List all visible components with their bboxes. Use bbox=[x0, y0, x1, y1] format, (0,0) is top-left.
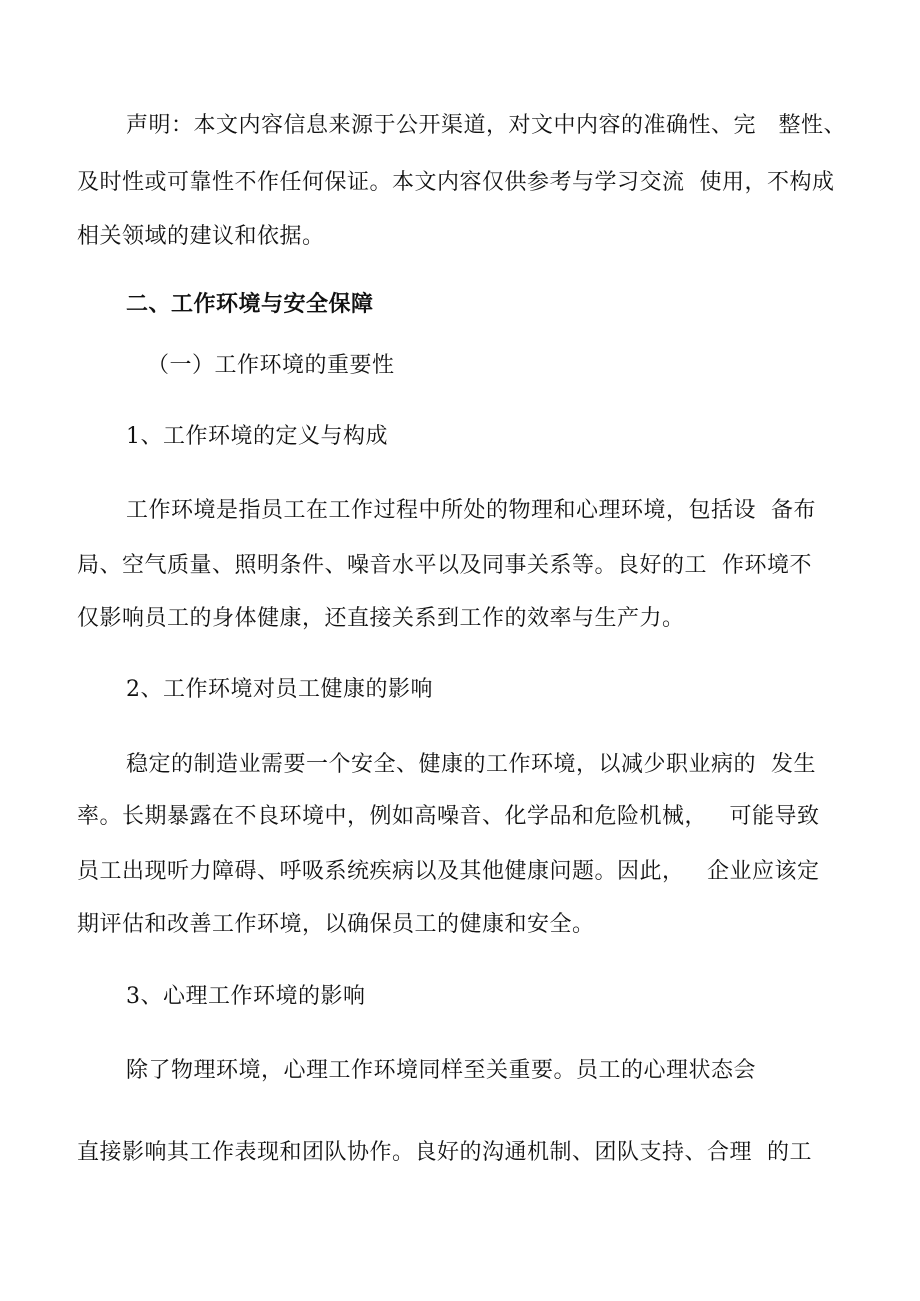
item2-heading: 2、工作环境对员工健康的影响 bbox=[126, 677, 433, 702]
subsection-heading: （一）工作环境的重要性 bbox=[147, 353, 395, 378]
section-heading: 二、工作环境与安全保障 bbox=[126, 291, 374, 317]
paragraph-line: 期评估和改善工作环境，以确保员工的健康和安全。 bbox=[77, 912, 595, 937]
paragraph-line: 除了物理环境，心理工作环境同样至关重要。员工的心理状态会 bbox=[126, 1058, 757, 1083]
paragraph-line: 稳定的制造业需要一个安全、健康的工作环境，以减少职业病的 发生 bbox=[126, 752, 816, 777]
item3-heading: 3、心理工作环境的影响 bbox=[126, 984, 366, 1009]
item1-heading: 1、工作环境的定义与构成 bbox=[126, 424, 388, 449]
paragraph-line: 工作环境是指员工在工作过程中所处的物理和心理环境，包括设 备布 bbox=[126, 498, 816, 523]
paragraph-line: 直接影响其工作表现和团队协作。良好的沟通机制、团队支持、合理 的工 bbox=[77, 1140, 812, 1165]
disclaimer-line: 声明：本文内容信息来源于公开渠道，对文中内容的准确性、完 整性、 bbox=[126, 113, 846, 138]
paragraph-line: 率。长期暴露在不良环境中，例如高噪音、化学品和危险机械， 可能导致 bbox=[77, 804, 820, 829]
disclaimer-line: 相关领域的建议和依据。 bbox=[77, 224, 325, 249]
paragraph-line: 员工出现听力障碍、呼吸系统疾病以及其他健康问题。因此， 企业应该定 bbox=[77, 859, 820, 884]
disclaimer-line: 及时性或可靠性不作任何保证。本文内容仅供参考与学习交流 使用，不构成 bbox=[77, 170, 835, 195]
paragraph-line: 仅影响员工的身体健康，还直接关系到工作的效率与生产力。 bbox=[77, 606, 685, 631]
paragraph-line: 局、空气质量、照明条件、噪音水平以及同事关系等。良好的工 作环境不 bbox=[77, 553, 812, 578]
